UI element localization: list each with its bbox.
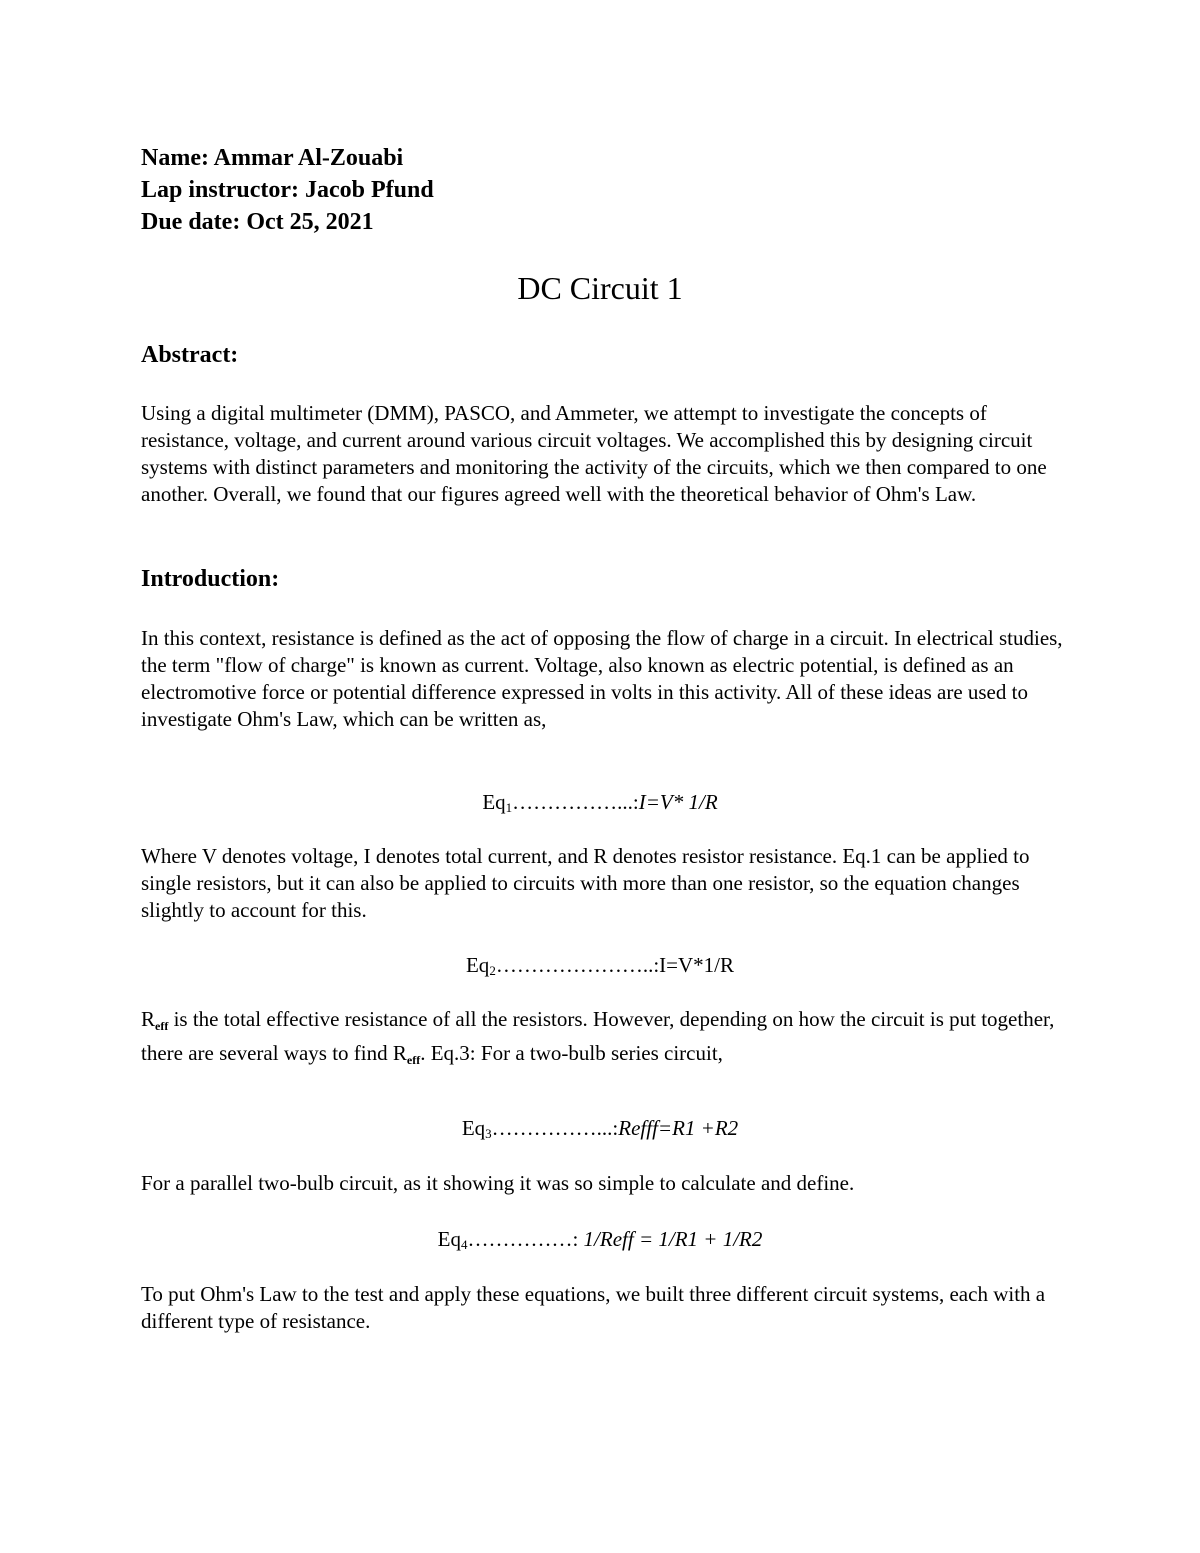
lab-instructor: Lap instructor: Jacob Pfund — [141, 177, 434, 203]
reff-subscript: eff — [155, 1019, 169, 1033]
equation-2 — [0, 952, 1200, 984]
student-name: Name: Ammar Al-Zouabi — [141, 145, 404, 171]
eq2-label: Eq — [465, 953, 490, 977]
eq3-dots: ……………...: — [491, 1116, 619, 1140]
p3-text-1: is the total effective resistance of all the resistors. However, depending on how the circuit is put together, there are several ways to find R — [141, 1007, 1055, 1065]
eq4-number: 4 — [460, 1237, 468, 1252]
due-date: Due date: Oct 25, 2021 — [141, 209, 374, 235]
intro-paragraph-3 — [141, 1006, 1071, 1074]
intro-paragraph-4: For a parallel two-bulb circuit, as it showing it was so simple to calculate and define. — [141, 1171, 855, 1195]
eq3-number: 3 — [485, 1126, 492, 1141]
eq2-dots: …………………..: — [495, 953, 660, 977]
reff-subscript-2: eff — [406, 1053, 421, 1067]
p3-text-2: . Eq.3: For a two-bulb series circuit, — [420, 1041, 723, 1065]
eq2-formula: I=V*1/R — [659, 953, 734, 977]
equation-3 — [0, 1115, 1200, 1147]
intro-paragraph-5: To put Ohm's Law to the test and apply these equations, we built three different circuit systems, each with a different type of resistance. — [141, 1282, 1046, 1333]
eq4-dots: ……………: — [467, 1227, 579, 1251]
eq3-label: Eq — [461, 1116, 486, 1140]
intro-paragraph-1: In this context, resistance is defined as the act of opposing the flow of charge in a circuit. In electrical studies, the term "flow of charge" is known as current. Voltage, also known as electric potential, is defined as an electromotive force or potential difference expressed in volts in this activity. All of these ideas are used to investigate Ohm's Law, which can be written as, — [141, 626, 1063, 731]
eq2-number: 2 — [489, 963, 496, 978]
eq1-number: 1 — [505, 800, 513, 815]
eq1-dots: ……………...: — [512, 790, 639, 814]
eq4-formula: 1/Reff = 1/R1 + 1/R2 — [578, 1227, 763, 1251]
page-title: DC Circuit 1 — [517, 270, 683, 306]
equation-1 — [0, 789, 1200, 821]
equation-4 — [0, 1226, 1200, 1258]
eq1-formula: I=V* 1/R — [638, 790, 718, 814]
introduction-heading: Introduction: — [141, 566, 280, 592]
abstract-heading: Abstract: — [141, 342, 239, 368]
eq4-label: Eq — [437, 1227, 461, 1251]
eq1-label: Eq — [482, 790, 506, 814]
intro-paragraph-2: Where V denotes voltage, I denotes total current, and R denotes resistor resistance. Eq.1 can be applied to single resistors, but it can also be applied to circuits with more than one resistor, so the equation changes slightly to account for this. — [141, 844, 1030, 922]
header-block — [141, 142, 434, 238]
eq3-formula: Refff=R1 +R2 — [618, 1116, 739, 1140]
reff-symbol: R — [141, 1007, 156, 1031]
abstract-text: Using a digital multimeter (DMM), PASCO, and Ammeter, we attempt to investigate the concepts of resistance, voltage, and current around various circuit voltages. We accomplished this by designing circuit systems with distinct parameters and monitoring the activity of the circuits, which we then compared to one another. Overall, we found that our figures agreed well with the theoretical behavior of Ohm's Law. — [141, 401, 1047, 506]
